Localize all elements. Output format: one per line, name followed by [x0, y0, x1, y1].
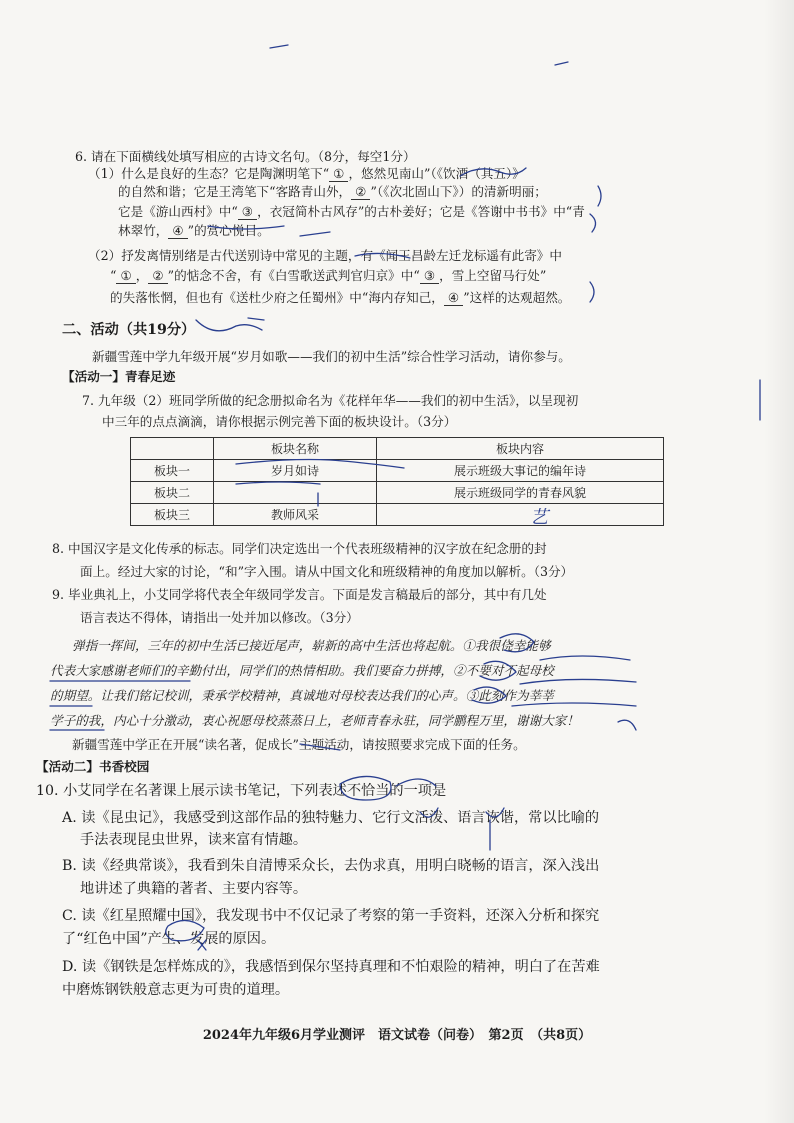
- option-d-line1: D. 读《钢铁是怎样炼成的》，我感悟到保尔坚持真理和不怕艰险的精神，明白了在苦难: [62, 959, 600, 975]
- option-a-line1: A. 读《昆虫记》，我感受到这部作品的独特魅力、它行文活泼、语言诙谐，常以比喻的: [62, 810, 600, 826]
- q9-line2: 语言表达不得体，请指出一处并加以修改。（3分）: [80, 610, 359, 625]
- table-header-row: 板块名称 板块内容: [131, 438, 664, 460]
- q6-p2-line2: “ ① ， ② ”的惦念不舍，有《白雪歌送武判官归京》中“ ③ ，雪上空留马行处”: [110, 268, 547, 283]
- q6-p1-line1: （1）什么是良好的生态？它是陶渊明笔下“ ① ，悠然见南山”（《饮酒（其五）》: [88, 166, 525, 181]
- q9-line1: 9. 毕业典礼上，小艾同学将代表全年级同学发言。下面是发言稿最后的部分，其中有几处: [52, 587, 547, 602]
- q7-line1: 7. 九年级（2）班同学所做的纪念册拟命名为《花样年华——我们的初中生活》，以呈现初: [82, 393, 579, 408]
- table-row: 板块一 岁月如诗 展示班级大事记的编年诗: [131, 460, 664, 482]
- q6-p2-line1: （2）抒发离情别绪是古代送别诗中常见的主题，有《闻王昌龄左迁龙标遥有此寄》中: [88, 248, 562, 263]
- swoosh-mark: [590, 214, 596, 232]
- stray-mark: [270, 45, 288, 48]
- q10-stem: 10. 小艾同学在名著课上展示读书笔记，下列表述不恰当的一项是: [36, 783, 447, 799]
- underline-mark: [512, 703, 636, 706]
- activity2-label: 【活动二】书香校园: [36, 759, 150, 774]
- section2-heading: 二、活动（共19分）: [62, 322, 196, 338]
- swoosh-mark: [460, 168, 526, 176]
- check-mark: [420, 808, 438, 817]
- table-row: 板块三 教师风采: [131, 504, 664, 526]
- q6-p1-line2: 的自然和谐；它是王湾笔下“客路青山外， ② ”（《次北固山下》）的清新明丽；: [118, 184, 547, 199]
- q6-p1-line4: 林翠竹， ④ ”的赏心悦目。: [118, 223, 270, 238]
- swoosh-mark: [396, 779, 436, 786]
- blank-5: ①: [116, 268, 135, 284]
- q6-p2-line3: 的失落怅惘，但也有《送杜少府之任蜀州》中“海内存知己， ④ ”这样的达观超然。: [110, 290, 571, 305]
- circle-mark: [340, 776, 391, 800]
- option-d-line2: 中磨炼钢铁般意志更为可贵的道理。: [62, 982, 290, 998]
- speech-line4: 学子的我，内心十分激动，衷心祝愿母校蒸蒸日上，老师青春永驻，同学鹏程万里，谢谢大家！: [50, 713, 579, 728]
- check-mark: [486, 808, 504, 817]
- option-b-line2: 地讲述了典籍的著者、主要内容等。: [80, 881, 308, 897]
- page-footer: 2024年九年级6月学业测评 语文试卷（问卷） 第2页 （共8页）: [202, 1028, 592, 1043]
- underline-mark: [520, 679, 636, 684]
- q6-p1-line3: 它是《游山西村》中“ ③ ，衣冠简朴古风存”的古朴姜好；它是《答谢中书书》中“青: [118, 204, 585, 219]
- circle-mark: [480, 661, 516, 680]
- circle-mark: [618, 720, 636, 730]
- blank-1: ①: [329, 166, 348, 182]
- blank-7: ③: [420, 268, 439, 284]
- option-a-line2: 手法表现昆虫世界，读来富有情趣。: [80, 832, 308, 848]
- handwritten-board3: 艺: [530, 507, 548, 528]
- swoosh-mark: [598, 186, 601, 206]
- swoosh-mark: [300, 744, 340, 750]
- speech-line2: 代表大家感谢老师们的辛勤付出，同学们的热情相助。我们要奋力拼搏，②不要对不起母校: [50, 663, 554, 678]
- table-row: 板块二 展示班级同学的青春风貌: [131, 482, 664, 504]
- section2-intro: 新疆雪莲中学九年级开展“岁月如歌——我们的初中生活”综合性学习活动，请你参与。: [92, 349, 571, 364]
- blank-8: ④: [444, 290, 463, 306]
- circle-mark: [500, 634, 534, 652]
- swoosh-mark: [196, 320, 262, 331]
- cross-mark: [198, 940, 206, 950]
- option-c-line2: 了“红色中国”产生、发展的原因。: [62, 931, 276, 947]
- swoosh-mark: [300, 232, 330, 236]
- stray-mark: [555, 62, 568, 65]
- activity1-label: 【活动一】青春足迹: [62, 369, 176, 384]
- option-c-line1: C. 读《红星照耀中国》，我发现书中不仅记录了考察的第一手资料，还深入分析和探究: [62, 908, 600, 924]
- blank-4: ④: [168, 223, 187, 239]
- section2b-intro: 新疆雪莲中学正在开展“读名著，促成长”主题活动，请按照要求完成下面的任务。: [72, 737, 526, 752]
- speech-line3: 的期望。让我们铭记校训，秉承学校精神，真诚地对母校表达我们的心声。③此刻作为莘莘: [50, 688, 554, 703]
- swoosh-mark: [590, 282, 594, 302]
- stray-mark: [248, 318, 264, 320]
- swoosh-mark: [355, 253, 410, 258]
- table-stroke-mark: [236, 482, 320, 484]
- q6-stem: 6. 请在下面横线处填写相应的古诗文名句。（8分，每空1分）: [75, 149, 416, 164]
- q8-line1: 8. 中国汉字是文化传承的标志。同学们决定选出一个代表班级精神的汉字放在纪念册的封: [52, 541, 547, 556]
- q8-line2: 面上。经过大家的讨论，“和”字入围。请从中国文化和班级精神的角度加以解析。（3分）: [80, 564, 574, 579]
- circle-mark: [166, 920, 204, 940]
- blank-6: ②: [148, 268, 167, 284]
- underline-mark: [540, 656, 630, 660]
- swoosh-mark: [208, 226, 284, 229]
- speech-line1: 弹指一挥间，三年的初中生活已接近尾声，崭新的高中生活也将起航。①我很侥幸能够: [72, 638, 551, 653]
- blank-2: ②: [351, 184, 370, 200]
- blank-3: ③: [238, 204, 257, 220]
- table-stroke-mark: [236, 460, 404, 469]
- q7-line2: 中三年的点点滴滴，请你根据示例完善下面的板块设计。（3分）: [102, 414, 457, 429]
- option-b-line1: B. 读《经典常谈》，我看到朱自清博采众长，去伪求真，用明白晓畅的语言，深入浅出: [62, 858, 600, 874]
- circle-mark: [472, 687, 506, 703]
